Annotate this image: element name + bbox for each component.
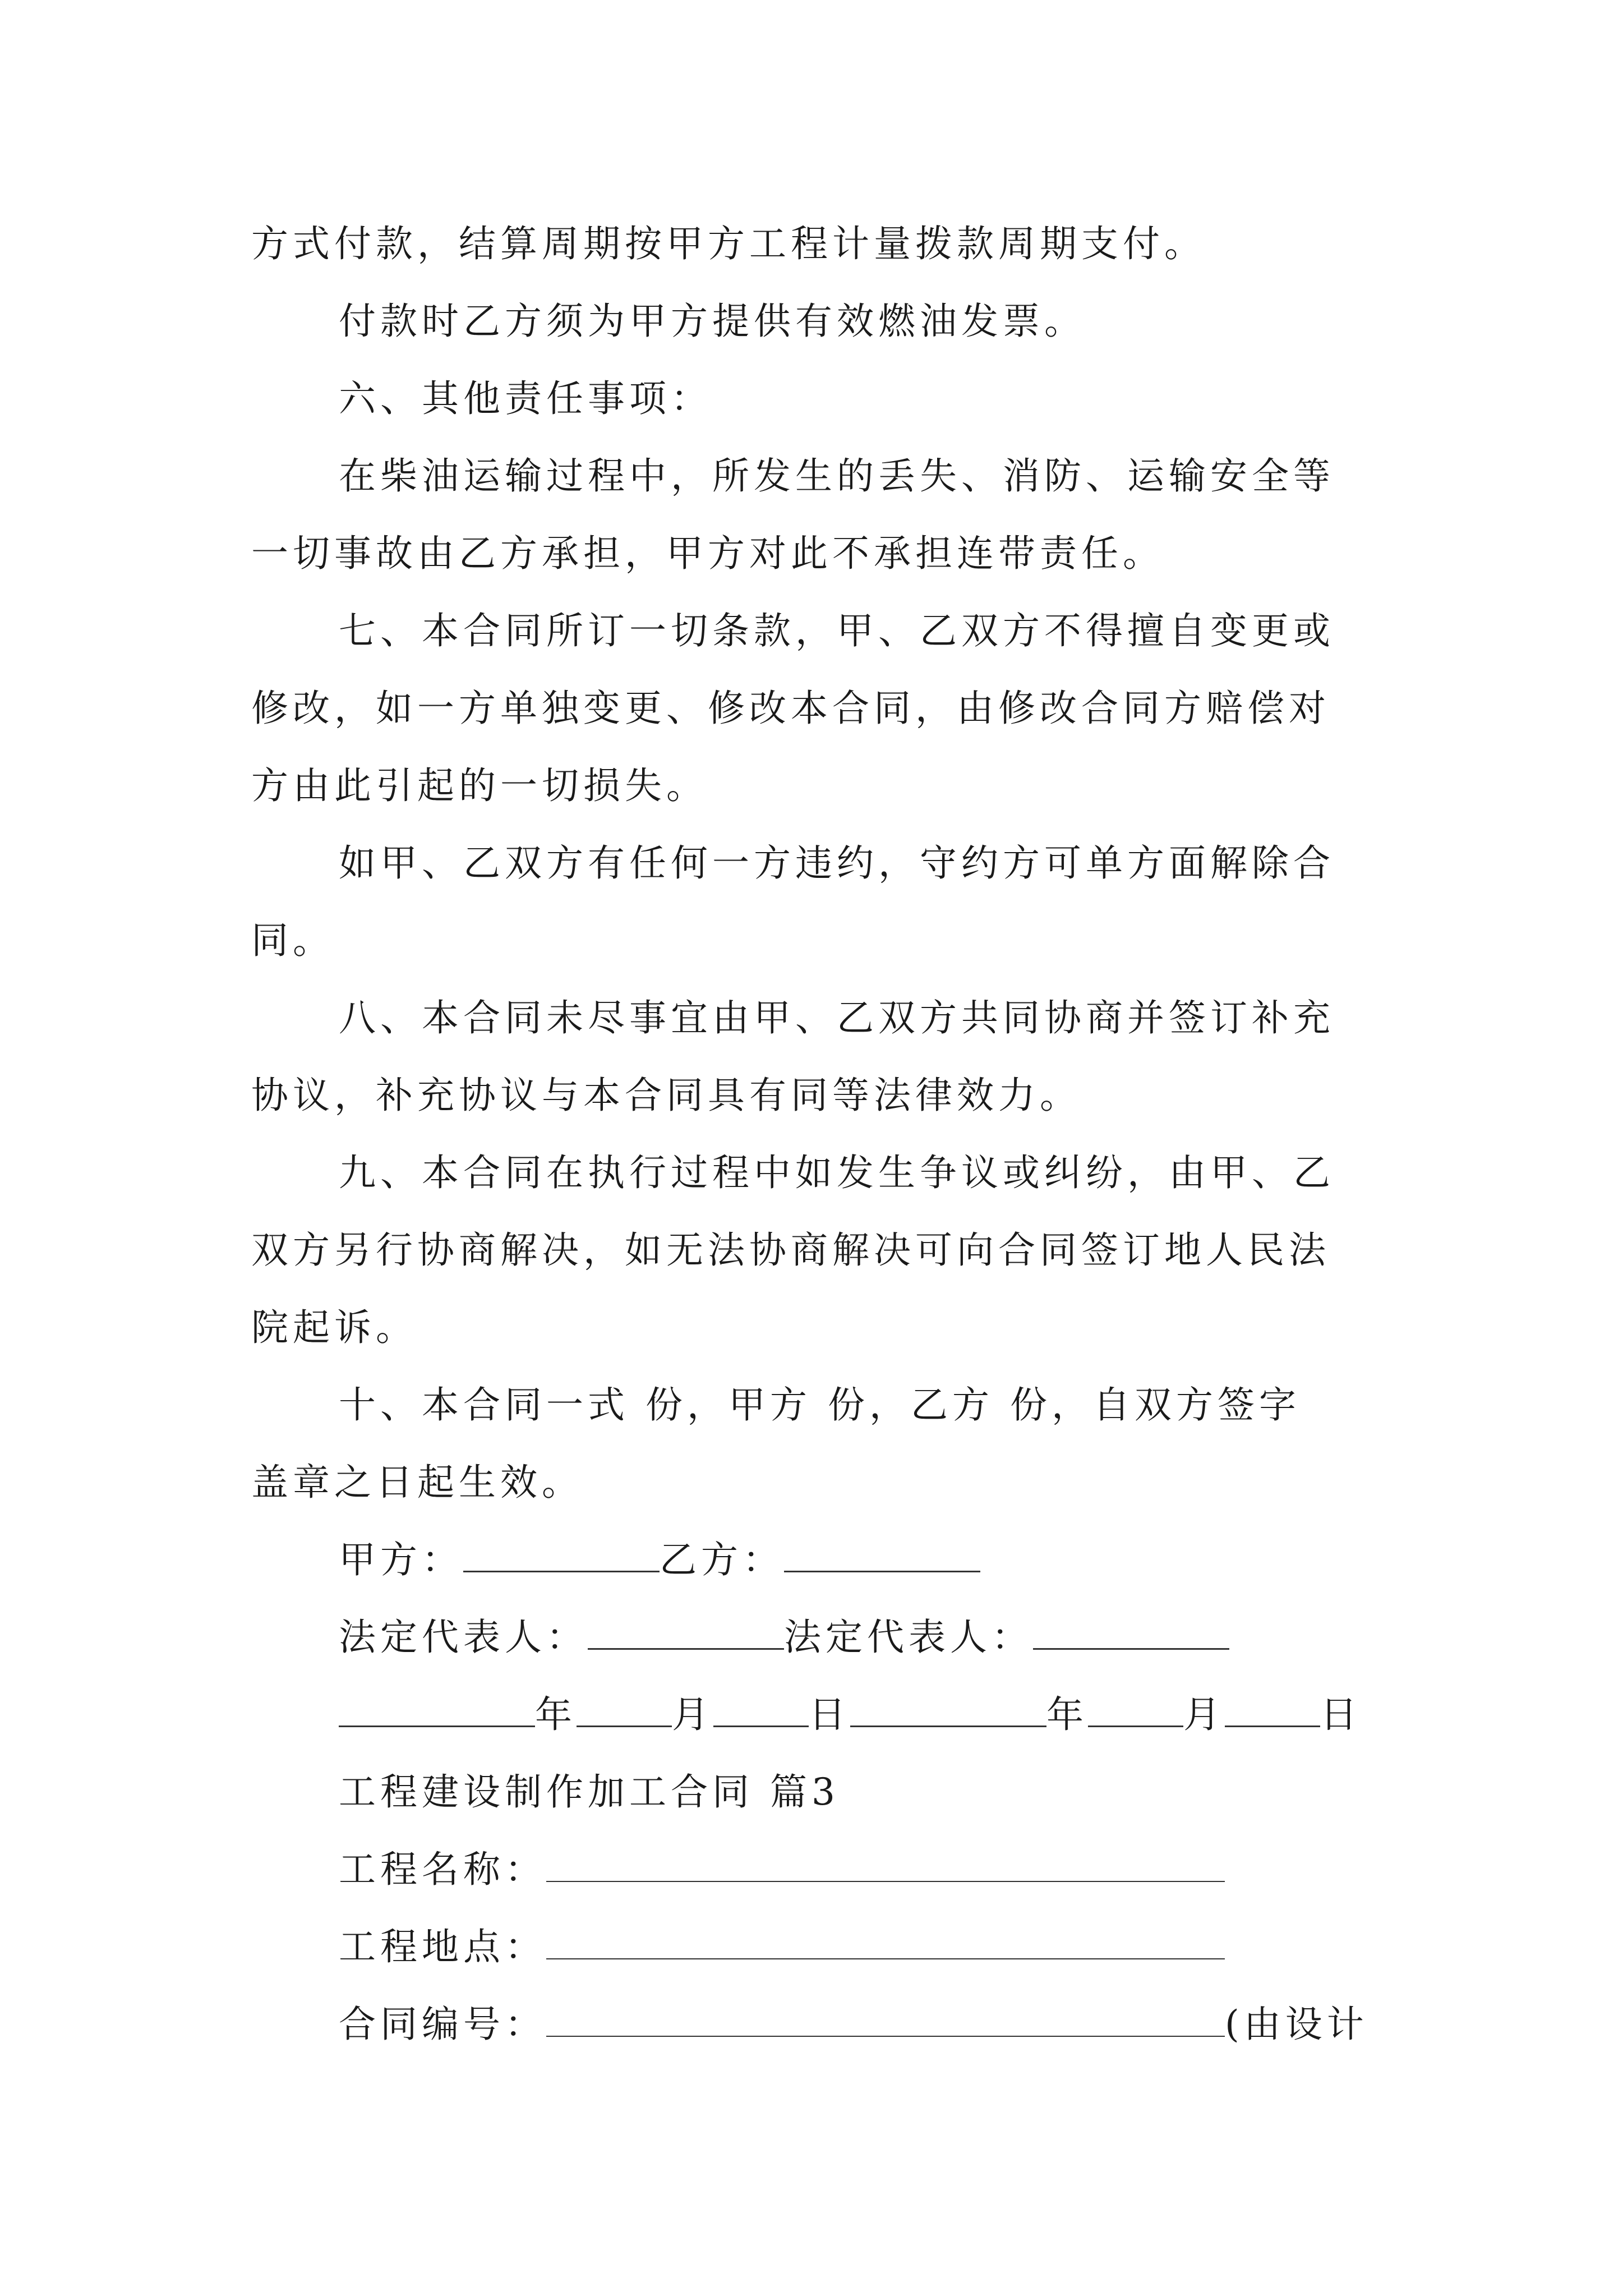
day-a-blank[interactable] <box>713 1693 809 1727</box>
paragraph-line: 修改，如一方单独变更、修改本合同，由修改合同方赔偿对 <box>251 687 1330 730</box>
paragraph-line: 方由此引起的一切损失。 <box>251 764 708 807</box>
year-label: 年 <box>1046 1693 1088 1736</box>
paragraph-line: 九、本合同在执行过程中如发生争议或纠纷，由甲、乙 <box>339 1151 1335 1194</box>
month-b-blank[interactable] <box>1088 1693 1183 1727</box>
paragraph-line: 在柴油运输过程中，所发生的丢失、消防、运输安全等 <box>339 454 1335 498</box>
paragraph-line: 如甲、乙双方有任何一方违约，守约方可单方面解除合 <box>339 841 1335 885</box>
party-b-blank[interactable] <box>784 1538 980 1572</box>
day-b-blank[interactable] <box>1225 1693 1320 1727</box>
paragraph-line: 双方另行协商解决，如无法协商解决可向合同签订地人民法 <box>251 1228 1330 1272</box>
paragraph-line: 方式付款，结算周期按甲方工程计量拨款周期支付。 <box>251 222 1206 265</box>
section-title: 工程建设制作加工合同 篇3 <box>339 1770 840 1814</box>
rep-b-blank[interactable] <box>1033 1616 1229 1650</box>
paragraph-line: 同。 <box>251 919 334 962</box>
rep-a-blank[interactable] <box>588 1616 784 1650</box>
contract-number-blank[interactable] <box>546 2003 1225 2037</box>
paragraph-line: 盖章之日起生效。 <box>251 1461 583 1504</box>
project-name-blank[interactable] <box>546 1848 1225 1882</box>
month-label: 月 <box>672 1693 713 1736</box>
contract-number-note: (由设计 <box>1225 2003 1368 2046</box>
project-name-label: 工程名称： <box>339 1848 546 1891</box>
party-b-label: 乙方： <box>660 1538 784 1581</box>
rep-a-label: 法定代表人： <box>339 1616 588 1659</box>
paragraph-line: 院起诉。 <box>251 1306 417 1349</box>
contract-number-label: 合同编号： <box>339 2003 546 2046</box>
project-site-blank[interactable] <box>546 1926 1225 1959</box>
signature-parties-row <box>339 1535 980 1585</box>
year-label: 年 <box>535 1693 577 1736</box>
year-a-blank[interactable] <box>339 1693 535 1727</box>
signature-dates-row <box>339 1690 1362 1740</box>
paragraph-line: 一切事故由乙方承担，甲方对此不承担连带责任。 <box>251 532 1164 575</box>
year-b-blank[interactable] <box>850 1693 1046 1727</box>
party-a-blank[interactable] <box>463 1538 660 1572</box>
rep-b-label: 法定代表人： <box>784 1616 1033 1659</box>
paragraph-line: 八、本合同未尽事宜由甲、乙双方共同协商并签订补充 <box>339 996 1335 1039</box>
signature-reps-row <box>339 1612 1229 1663</box>
project-site-label: 工程地点： <box>339 1925 546 1968</box>
month-a-blank[interactable] <box>577 1693 672 1727</box>
paragraph-line: 十、本合同一式 份，甲方 份，乙方 份，自双方签字 <box>339 1383 1301 1427</box>
paragraph-line: 协议，补充协议与本合同具有同等法律效力。 <box>251 1074 1081 1117</box>
party-a-label: 甲方： <box>339 1538 463 1581</box>
project-site-row <box>339 1922 1225 1972</box>
month-label: 月 <box>1183 1693 1225 1736</box>
project-name-row <box>339 1844 1225 1895</box>
contract-number-row <box>339 1999 1368 2050</box>
day-label: 日 <box>809 1693 850 1736</box>
day-label: 日 <box>1320 1693 1362 1736</box>
paragraph-line: 七、本合同所订一切条款，甲、乙双方不得擅自变更或 <box>339 609 1335 652</box>
section-heading: 六、其他责任事项： <box>339 377 712 420</box>
paragraph-line: 付款时乙方须为甲方提供有效燃油发票。 <box>339 300 1086 343</box>
